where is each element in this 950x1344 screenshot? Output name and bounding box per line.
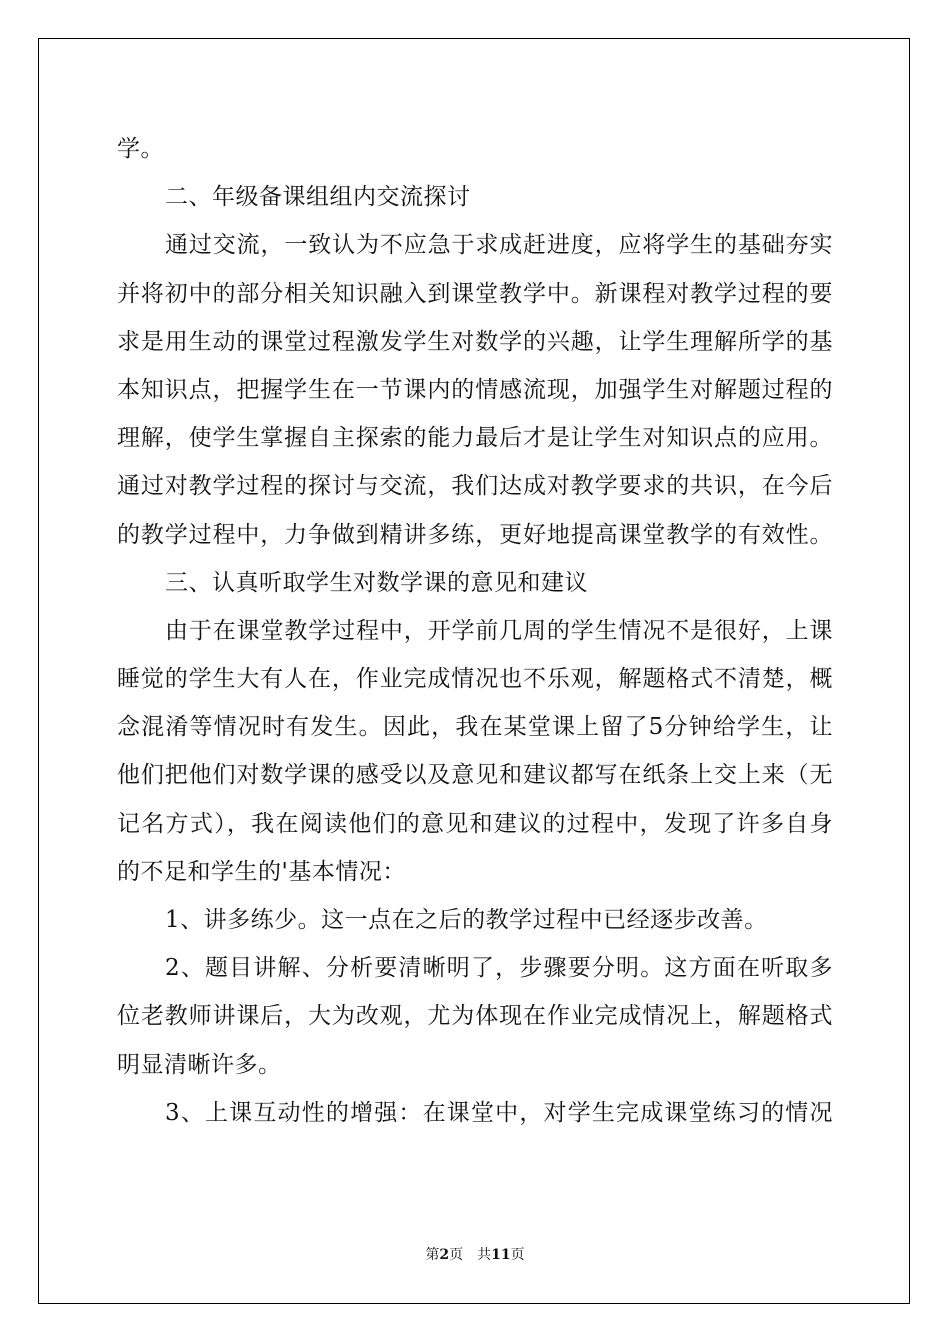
text-line: 理解，使学生掌握自主探索的能力最后才是让学生对知识点的应用。 <box>117 425 833 452</box>
text-line: 他们把他们对数学课的感受以及意见和建议都写在纸条上交上来（无 <box>117 762 833 789</box>
text-line: 学。 <box>117 136 164 162</box>
text-line: 通过对教学过程的探讨与交流，我们达成对教学要求的共识，在今后 <box>117 473 833 500</box>
text-line: 睡觉的学生大有人在，作业完成情况也不乐观，解题格式不清楚，概 <box>117 666 833 693</box>
footer-suffix: 页 <box>510 1247 525 1263</box>
footer-prefix: 第 <box>425 1247 440 1263</box>
text-line: 本知识点，把握学生在一节课内的情感流现，加强学生对解题过程的 <box>117 376 833 403</box>
page-footer <box>0 1244 950 1264</box>
text-line: 二、年级备课组组内交流探讨 <box>165 184 471 211</box>
text-line: 的教学过程中，力争做到精讲多练，更好地提高课堂教学的有效性。 <box>117 521 833 548</box>
text-line: 2、题目讲解、分析要清晰明了，步骤要分明。这方面在听取多 <box>165 955 833 982</box>
text-line: 求是用生动的课堂过程激发学生对数学的兴趣，让学生理解所学的基 <box>117 328 833 355</box>
text-line: 由于在课堂教学过程中，开学前几周的学生情况不是很好，上课 <box>165 617 833 644</box>
document-body <box>117 125 833 1137</box>
footer-middle: 页 共 <box>449 1247 492 1263</box>
text-line: 1、讲多练少。这一点在之后的教学过程中已经逐步改善。 <box>165 907 768 933</box>
text-line: 通过交流，一致认为不应急于求成赶进度，应将学生的基础夯实 <box>165 232 833 259</box>
text-line: 3、上课互动性的增强：在课堂中，对学生完成课堂练习的情况 <box>165 1099 833 1126</box>
text-line: 的不足和学生的'基本情况： <box>117 858 406 885</box>
text-line: 记名方式），我在阅读他们的意见和建议的过程中，发现了许多自身 <box>117 810 833 837</box>
text-line: 明显清晰许多。 <box>117 1051 282 1078</box>
text-line: 位老教师讲课后，大为改观，尤为体现在作业完成情况上，解题格式 <box>117 1003 833 1030</box>
total-page-count: 11 <box>491 1247 511 1263</box>
text-line: 并将初中的部分相关知识融入到课堂教学中。新课程对教学过程的要 <box>117 280 833 307</box>
text-line: 念混淆等情况时有发生。因此，我在某堂课上留了5分钟给学生，让 <box>117 714 833 741</box>
current-page-number: 2 <box>439 1247 450 1263</box>
text-line: 三、认真听取学生对数学课的意见和建议 <box>165 569 588 596</box>
